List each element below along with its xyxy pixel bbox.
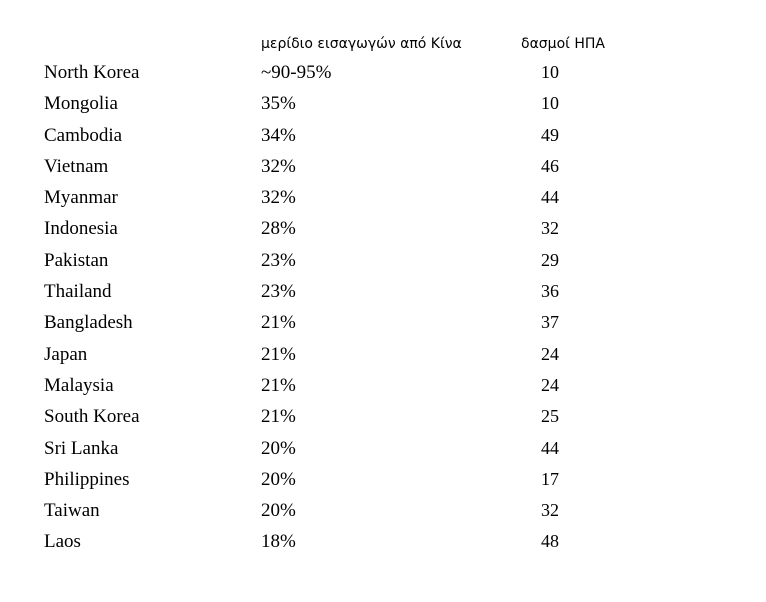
country-cell: Bangladesh: [44, 312, 133, 334]
china-import-share-cell: 20%: [261, 468, 296, 490]
table-row: [0, 91, 766, 122]
china-import-share-cell: 35%: [261, 93, 296, 115]
china-import-share-cell: 21%: [261, 343, 296, 365]
table-row: [0, 185, 766, 216]
country-cell: Cambodia: [44, 124, 123, 146]
us-tariff-cell: 49: [541, 124, 559, 145]
china-import-share-cell: 20%: [261, 437, 296, 459]
table-row: [0, 373, 766, 404]
table-row: [0, 154, 766, 185]
country-cell: Myanmar: [44, 187, 118, 209]
us-tariff-cell: 36: [541, 281, 559, 302]
china-import-share-cell: 34%: [261, 124, 296, 146]
table-row: [0, 342, 766, 373]
china-import-share-cell: 23%: [261, 281, 296, 303]
us-tariff-cell: 29: [541, 249, 559, 270]
us-tariff-cell: 10: [541, 62, 559, 82]
china-import-share-cell: 18%: [261, 531, 296, 553]
china-import-share-cell: 21%: [261, 406, 296, 428]
country-cell: Malaysia: [44, 374, 114, 396]
china-import-share-cell: ~90-95%: [261, 62, 332, 83]
us-tariff-cell: 10: [541, 93, 559, 114]
country-cell: Sri Lanka: [44, 437, 119, 459]
country-cell: Vietnam: [44, 155, 109, 177]
country-cell: Philippines: [44, 468, 130, 490]
country-cell: Japan: [44, 343, 88, 365]
country-cell: Indonesia: [44, 218, 118, 240]
table-row: [0, 248, 766, 279]
table-row: [0, 310, 766, 341]
us-tariff-cell: 48: [541, 531, 559, 552]
table-body: [0, 60, 766, 561]
us-tariff-cell: 46: [541, 155, 559, 176]
country-cell: Taiwan: [44, 500, 100, 522]
us-tariff-cell: 32: [541, 500, 559, 521]
table-row: [0, 279, 766, 310]
header-us-tariffs: δασμοί ΗΠΑ: [521, 36, 605, 52]
us-tariff-cell: 44: [541, 437, 559, 458]
country-cell: Laos: [44, 531, 81, 553]
china-import-share-cell: 23%: [261, 249, 296, 271]
header-china-import-share: μερίδιο εισαγωγών από Κίνα: [261, 36, 462, 52]
china-import-share-cell: 28%: [261, 218, 296, 240]
table-row: [0, 216, 766, 247]
country-cell: Mongolia: [44, 93, 118, 115]
country-cell: South Korea: [44, 406, 140, 428]
table-row: [0, 498, 766, 529]
table-row: [0, 529, 766, 560]
table-row: [0, 436, 766, 467]
china-import-share-cell: 32%: [261, 187, 296, 209]
table-row: [0, 60, 766, 91]
us-tariff-cell: 24: [541, 343, 559, 364]
table-row: [0, 123, 766, 154]
us-tariff-cell: 25: [541, 406, 559, 427]
us-tariff-cell: 37: [541, 312, 559, 333]
table-row: [0, 404, 766, 435]
country-cell: Thailand: [44, 281, 112, 303]
china-import-share-cell: 20%: [261, 500, 296, 522]
china-import-share-cell: 21%: [261, 374, 296, 396]
table-header-row: [0, 36, 766, 56]
us-tariff-cell: 24: [541, 374, 559, 395]
us-tariff-cell: 44: [541, 187, 559, 208]
us-tariff-cell: 17: [541, 468, 559, 489]
country-cell: Pakistan: [44, 249, 109, 271]
china-import-share-cell: 32%: [261, 155, 296, 177]
us-tariff-cell: 32: [541, 218, 559, 239]
country-cell: North Korea: [44, 62, 140, 83]
china-import-share-cell: 21%: [261, 312, 296, 334]
table-row: [0, 467, 766, 498]
